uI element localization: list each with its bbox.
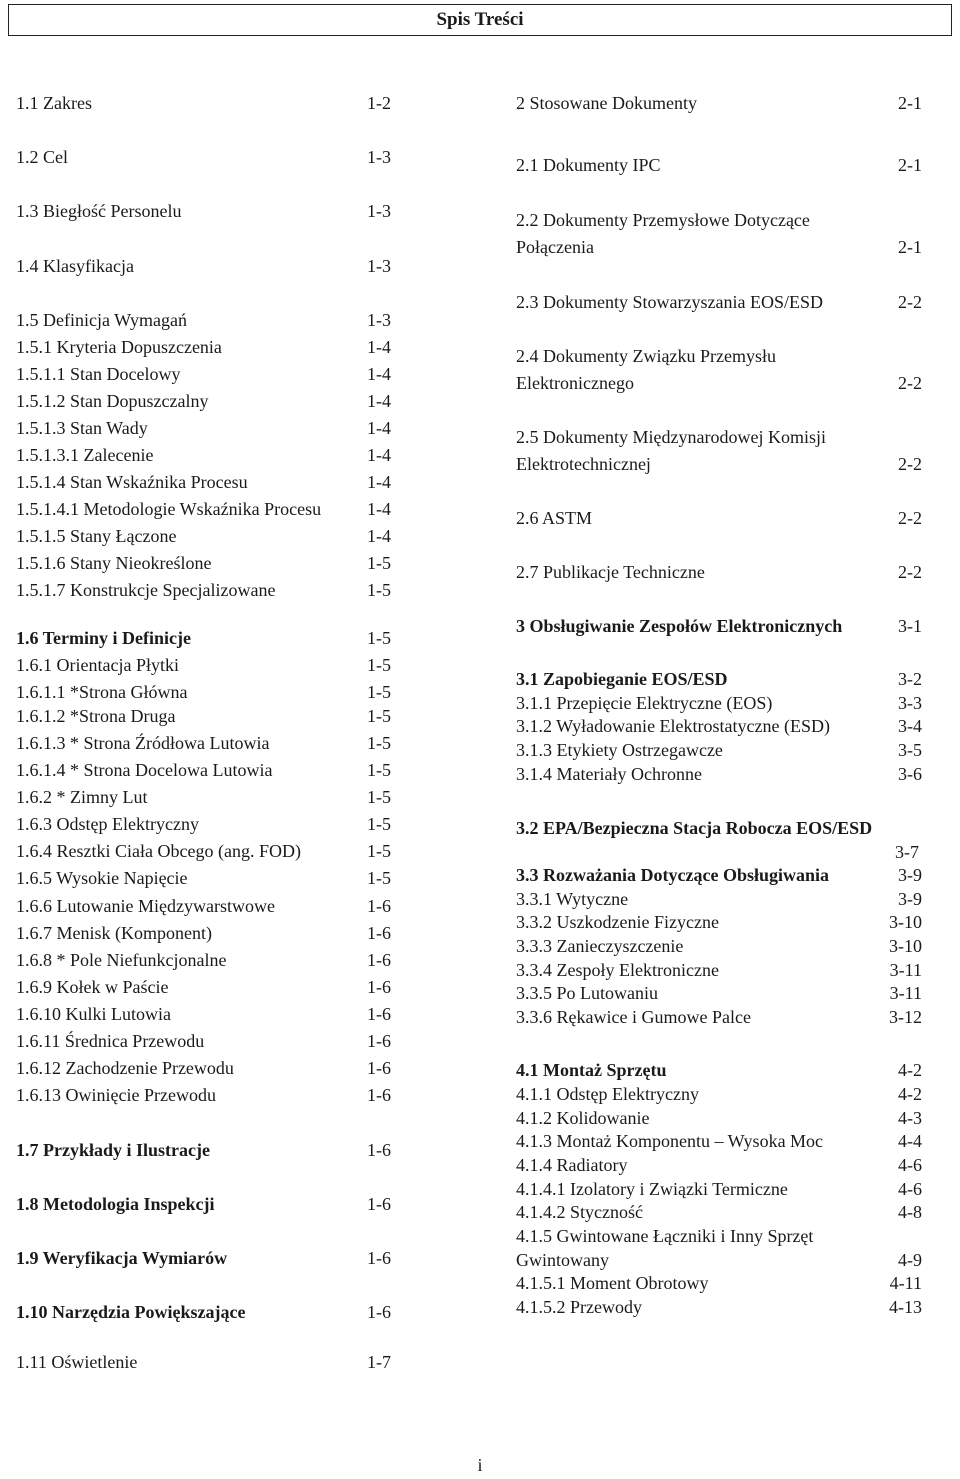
- toc-entry[interactable]: Połączenia 2-1: [516, 237, 922, 257]
- toc-entry[interactable]: 1.6.5 Wysokie Napięcie 1-5: [16, 868, 391, 888]
- toc-entry[interactable]: 1.6.9 Kołek w Paście 1-6: [16, 977, 391, 997]
- toc-entry[interactable]: 3 Obsługiwanie Zespołów Elektronicznych 3-1: [516, 616, 922, 636]
- toc-entry[interactable]: Elektrotechnicznej 2-2: [516, 454, 922, 474]
- toc-entry[interactable]: 4.1.4.1 Izolatory i Związki Termiczne 4-6: [516, 1179, 922, 1199]
- toc-entry-line1[interactable]: 2.5 Dokumenty Międzynarodowej Komisji: [516, 427, 826, 447]
- toc-entry[interactable]: 1.6.1.3 * Strona Źródłowa Lutowia 1-5: [16, 733, 391, 753]
- toc-entry[interactable]: 2.3 Dokumenty Stowarzyszania EOS/ESD 2-2: [516, 292, 922, 312]
- toc-entry[interactable]: 1.7 Przykłady i Ilustracje 1-6: [16, 1140, 391, 1160]
- toc-entry[interactable]: 3.3.6 Rękawice i Gumowe Palce 3-12: [516, 1007, 922, 1027]
- toc-entry[interactable]: 3.3.1 Wytyczne 3-9: [516, 889, 922, 909]
- toc-entry-line1[interactable]: 4.1.5 Gwintowane Łączniki i Inny Sprzęt: [516, 1226, 814, 1246]
- toc-entry[interactable]: 1.10 Narzędzia Powiększające 1-6: [16, 1302, 391, 1322]
- toc-entry[interactable]: 1.3 Biegłość Personelu 1-3: [16, 201, 391, 221]
- page-title: Spis Treści: [436, 9, 524, 30]
- toc-entry[interactable]: 1.1 Zakres 1-2: [16, 93, 391, 113]
- toc-entry[interactable]: 2.6 ASTM 2-2: [516, 508, 922, 528]
- toc-entry[interactable]: 2 Stosowane Dokumenty 2-1: [516, 93, 922, 113]
- toc-entry[interactable]: 1.11 Oświetlenie 1-7: [16, 1352, 391, 1372]
- toc-entry[interactable]: Gwintowany 4-9: [516, 1250, 922, 1270]
- toc-entry[interactable]: 1.2 Cel 1-3: [16, 147, 391, 167]
- toc-entry[interactable]: 3.1.3 Etykiety Ostrzegawcze 3-5: [516, 740, 922, 760]
- toc-entry-line1[interactable]: 2.4 Dokumenty Związku Przemysłu: [516, 346, 776, 366]
- toc-entry[interactable]: 1.4 Klasyfikacja 1-3: [16, 256, 391, 276]
- toc-entry[interactable]: 1.6.11 Średnica Przewodu 1-6: [16, 1031, 391, 1051]
- toc-entry[interactable]: 1.5.1.5 Stany Łączone 1-4: [16, 526, 391, 546]
- toc-entry[interactable]: 4.1.5.1 Moment Obrotowy 4-11: [516, 1273, 922, 1293]
- toc-entry[interactable]: Elektronicznego 2-2: [516, 373, 922, 393]
- toc-entry[interactable]: 1.9 Weryfikacja Wymiarów 1-6: [16, 1248, 391, 1268]
- toc-entry[interactable]: 4.1.5.2 Przewody 4-13: [516, 1297, 922, 1317]
- toc-entry[interactable]: 2.1 Dokumenty IPC 2-1: [516, 155, 922, 175]
- toc-entry[interactable]: 1.5.1.4 Stan Wskaźnika Procesu 1-4: [16, 472, 391, 492]
- toc-entry[interactable]: 1.6.1.1 *Strona Główna 1-5: [16, 682, 391, 702]
- toc-entry[interactable]: 1.6.1.2 *Strona Druga 1-5: [16, 706, 391, 726]
- toc-entry[interactable]: 4.1 Montaż Sprzętu 4-2: [516, 1060, 922, 1080]
- toc-entry[interactable]: 1.6.4 Resztki Ciała Obcego (ang. FOD) 1-5: [16, 841, 391, 861]
- toc-entry[interactable]: 3.1.2 Wyładowanie Elektrostatyczne (ESD) 3-4: [516, 716, 922, 736]
- toc-entry[interactable]: 1.5.1.1 Stan Docelowy 1-4: [16, 364, 391, 384]
- toc-entry[interactable]: 1.8 Metodologia Inspekcji 1-6: [16, 1194, 391, 1214]
- toc-entry[interactable]: 1.5.1.3 Stan Wady 1-4: [16, 418, 391, 438]
- toc-entry[interactable]: 3.3.5 Po Lutowaniu 3-11: [516, 983, 922, 1003]
- toc-entry[interactable]: 1.6.3 Odstęp Elektryczny 1-5: [16, 814, 391, 834]
- toc-entry[interactable]: 1.6.6 Lutowanie Międzywarstwowe 1-6: [16, 896, 391, 916]
- toc-entry[interactable]: 1.5.1.6 Stany Nieokreślone 1-5: [16, 553, 391, 573]
- toc-entry[interactable]: 3.3 Rozważania Dotyczące Obsługiwania 3-9: [516, 865, 922, 885]
- toc-entry[interactable]: 4.1.2 Kolidowanie 4-3: [516, 1108, 922, 1128]
- toc-entry[interactable]: 1.5.1.4.1 Metodologie Wskaźnika Procesu 1-4: [16, 499, 391, 519]
- toc-entry[interactable]: 1.5.1.2 Stan Dopuszczalny 1-4: [16, 391, 391, 411]
- toc-entry[interactable]: 3.1.1 Przepięcie Elektryczne (EOS) 3-3: [516, 693, 922, 713]
- toc-entry[interactable]: 4.1.4 Radiatory 4-6: [516, 1155, 922, 1175]
- page-number: i: [477, 1455, 483, 1475]
- toc-entry[interactable]: 1.6.8 * Pole Niefunkcjonalne 1-6: [16, 950, 391, 970]
- toc-entry[interactable]: 3.1.4 Materiały Ochronne 3-6: [516, 764, 922, 784]
- toc-entry[interactable]: 1.6.7 Menisk (Komponent) 1-6: [16, 923, 391, 943]
- toc-entry[interactable]: 2.7 Publikacje Techniczne 2-2: [516, 562, 922, 582]
- toc-entry[interactable]: 4.1.4.2 Styczność 4-8: [516, 1202, 922, 1222]
- toc-entry[interactable]: 1.6.10 Kulki Lutowia 1-6: [16, 1004, 391, 1024]
- toc-entry[interactable]: 1.5 Definicja Wymagań 1-3: [16, 310, 391, 330]
- toc-entry[interactable]: 3.3.3 Zanieczyszczenie 3-10: [516, 936, 922, 956]
- toc-entry[interactable]: 4.1.1 Odstęp Elektryczny 4-2: [516, 1084, 922, 1104]
- toc-entry[interactable]: 1.6.12 Zachodzenie Przewodu 1-6: [16, 1058, 391, 1078]
- toc-header: [8, 4, 952, 36]
- toc-entry[interactable]: 1.5.1 Kryteria Dopuszczenia 1-4: [16, 337, 391, 357]
- toc-entry[interactable]: 3.1 Zapobieganie EOS/ESD 3-2: [516, 669, 922, 689]
- toc-entry[interactable]: 1.6.2 * Zimny Lut 1-5: [16, 787, 391, 807]
- toc-entry[interactable]: 3.3.4 Zespoły Elektroniczne 3-11: [516, 960, 922, 980]
- toc-entry[interactable]: 1.5.1.7 Konstrukcje Specjalizowane 1-5: [16, 580, 391, 600]
- toc-entry[interactable]: 1.6.1 Orientacja Płytki 1-5: [16, 655, 391, 675]
- toc-entry[interactable]: 1.5.1.3.1 Zalecenie 1-4: [16, 445, 391, 465]
- toc-entry[interactable]: 3.3.2 Uszkodzenie Fizyczne 3-10: [516, 912, 922, 932]
- toc-entry[interactable]: 1.6.13 Owinięcie Przewodu 1-6: [16, 1085, 391, 1105]
- toc-entry[interactable]: 1.6 Terminy i Definicje 1-5: [16, 628, 391, 648]
- toc-entry-line1[interactable]: 2.2 Dokumenty Przemysłowe Dotyczące: [516, 210, 810, 230]
- toc-entry[interactable]: 1.6.1.4 * Strona Docelowa Lutowia 1-5: [16, 760, 391, 780]
- toc-entry[interactable]: 4.1.3 Montaż Komponentu – Wysoka Moc 4-4: [516, 1131, 922, 1151]
- toc-entry-page: 3-7: [895, 842, 919, 862]
- toc-entry-line1[interactable]: 3.2 EPA/Bezpieczna Stacja Robocza EOS/ESD: [516, 818, 873, 838]
